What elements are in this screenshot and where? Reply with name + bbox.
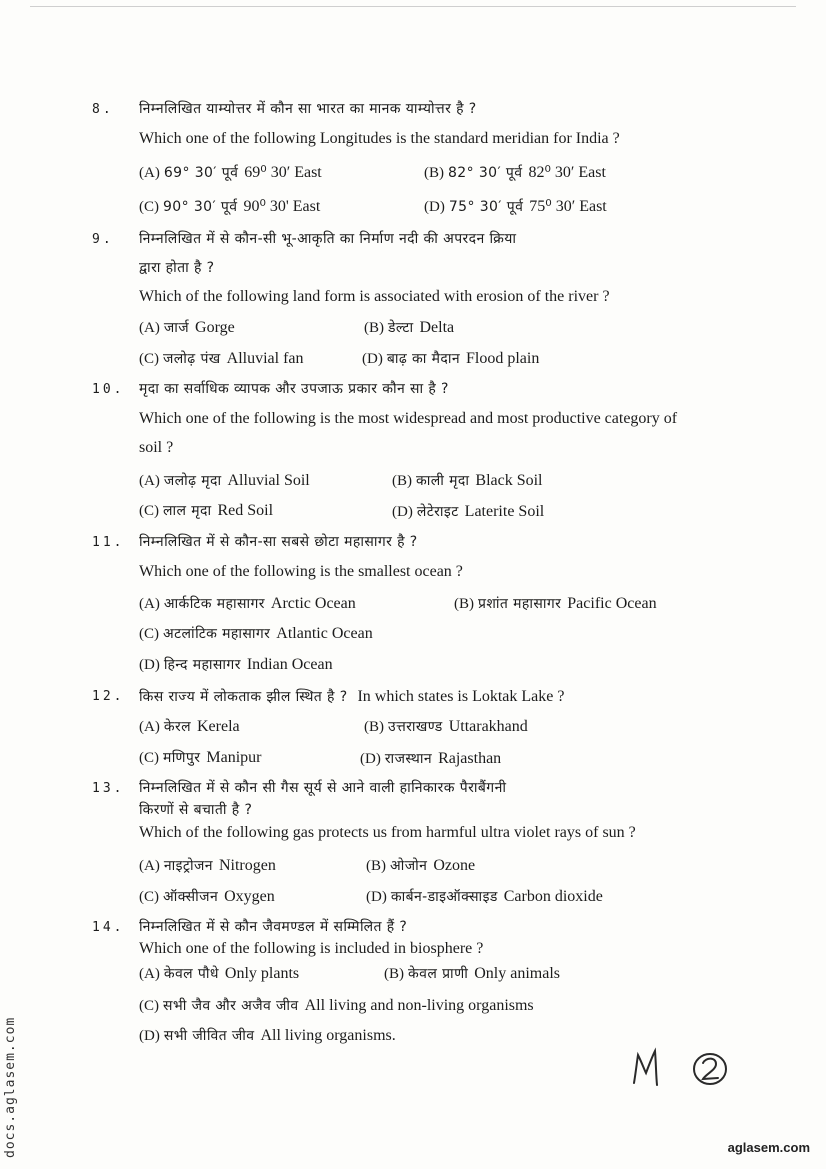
side-watermark: docs.aglasem.com — [3, 1016, 18, 1158]
initial-m-stroke — [634, 1051, 657, 1085]
question-english-line2: soil ? — [139, 439, 174, 456]
question-english: Which one of the following Longitudes is the standard meridian for India ? — [139, 130, 620, 147]
option-a: (A) केरल Kerela — [139, 718, 240, 735]
option-b: (B) डेल्टा Delta — [364, 319, 455, 336]
option-c: (C) ऑक्सीजन Oxygen — [139, 888, 275, 905]
option-c: (C) जलोढ़ पंख Alluvial fan — [139, 350, 304, 367]
question-hindi: मृदा का सर्वाधिक व्यापक और उपजाऊ प्रकार कौन सा है ? — [139, 381, 449, 397]
footer-site-name: aglasem.com — [727, 1140, 810, 1155]
option-c: (C) मणिपुर Manipur — [139, 749, 262, 766]
option-d: (D) राजस्थान Rajasthan — [360, 750, 502, 767]
option-d: (D) हिन्द महासागर Indian Ocean — [139, 656, 333, 673]
question-hindi: निम्नलिखित याम्योत्तर में कौन सा भारत का मानक याम्योत्तर है ? — [139, 101, 477, 117]
question-english: Which of the following gas protects us from harmful ultra violet rays of sun ? — [139, 824, 636, 841]
question-hindi: किस राज्य में लोकताक झील स्थित है ? — [139, 689, 348, 705]
question-number: 10. — [92, 382, 125, 397]
option-a: (A) जलोढ़ मृदा Alluvial Soil — [139, 472, 310, 489]
question-text — [139, 687, 564, 706]
option-a: (A) जार्ज Gorge — [139, 319, 235, 336]
option-b: (B) काली मृदा Black Soil — [392, 472, 543, 489]
option-b: (B) ओजोन Ozone — [366, 857, 476, 874]
option-d: (D) बाढ़ का मैदान Flood plain — [362, 350, 540, 367]
page-number-two-stroke — [703, 1059, 718, 1079]
question-hindi: निम्नलिखित में से कौन जैवमण्डल में सम्मिलित हैं ? — [139, 919, 408, 935]
option-c: (C) 90° 30′ पूर्व 90⁰ 30' East — [139, 198, 321, 215]
question-hindi-line1: निम्नलिखित में से कौन-सी भू-आकृति का निर्माण नदी की अपरदन क्रिया — [139, 231, 517, 247]
question-english: In which states is Loktak Lake ? — [357, 688, 565, 705]
handwritten-initials-mark — [628, 1045, 738, 1095]
question-hindi-line1: निम्नलिखित में से कौन सी गैस सूर्य से आने वाली हानिकारक पैराबैंगनी — [139, 780, 507, 796]
option-b: (B) उत्तराखण्ड Uttarakhand — [364, 718, 528, 735]
question-hindi-line2: द्वारा होता है ? — [139, 260, 215, 276]
option-a: (A) आर्कटिक महासागर Arctic Ocean — [139, 595, 356, 612]
option-d: (D) लेटेराइट Laterite Soil — [392, 503, 545, 520]
option-d: (D) सभी जीवित जीव All living organisms. — [139, 1027, 396, 1044]
option-a: (A) केवल पौधे Only plants — [139, 965, 300, 982]
question-number: 9. — [92, 232, 114, 247]
question-number: 12. — [92, 689, 125, 704]
question-number: 8. — [92, 102, 114, 117]
option-c: (C) सभी जैव और अजैव जीव All living and non-living organisms — [139, 997, 534, 1014]
question-hindi: निम्नलिखित में से कौन-सा सबसे छोटा महासागर है ? — [139, 534, 418, 550]
option-b: (B) 82° 30′ पूर्व 82⁰ 30′ East — [424, 164, 606, 181]
option-b: (B) केवल प्राणी Only animals — [384, 965, 560, 982]
option-a: (A) 69° 30′ पूर्व 69⁰ 30′ East — [139, 164, 322, 181]
top-edge-line — [30, 6, 796, 7]
question-number: 14. — [92, 920, 125, 935]
option-c: (C) लाल मृदा Red Soil — [139, 502, 274, 519]
option-d: (D) कार्बन-डाइऑक्साइड Carbon dioxide — [366, 888, 603, 905]
question-number: 11. — [92, 535, 125, 550]
question-english-line1: Which one of the following is the most widespread and most productive category of — [139, 410, 678, 427]
question-english: Which one of the following is the smallest ocean ? — [139, 563, 463, 580]
option-d: (D) 75° 30′ पूर्व 75⁰ 30′ East — [424, 198, 607, 215]
option-a: (A) नाइट्रोजन Nitrogen — [139, 857, 276, 874]
option-b: (B) प्रशांत महासागर Pacific Ocean — [454, 595, 657, 612]
question-number: 13. — [92, 781, 125, 796]
question-english: Which of the following land form is associated with erosion of the river ? — [139, 288, 610, 305]
question-english: Which one of the following is included in biosphere ? — [139, 940, 484, 957]
question-hindi-line2: किरणों से बचाती है ? — [139, 802, 253, 818]
option-c: (C) अटलांटिक महासागर Atlantic Ocean — [139, 625, 373, 642]
